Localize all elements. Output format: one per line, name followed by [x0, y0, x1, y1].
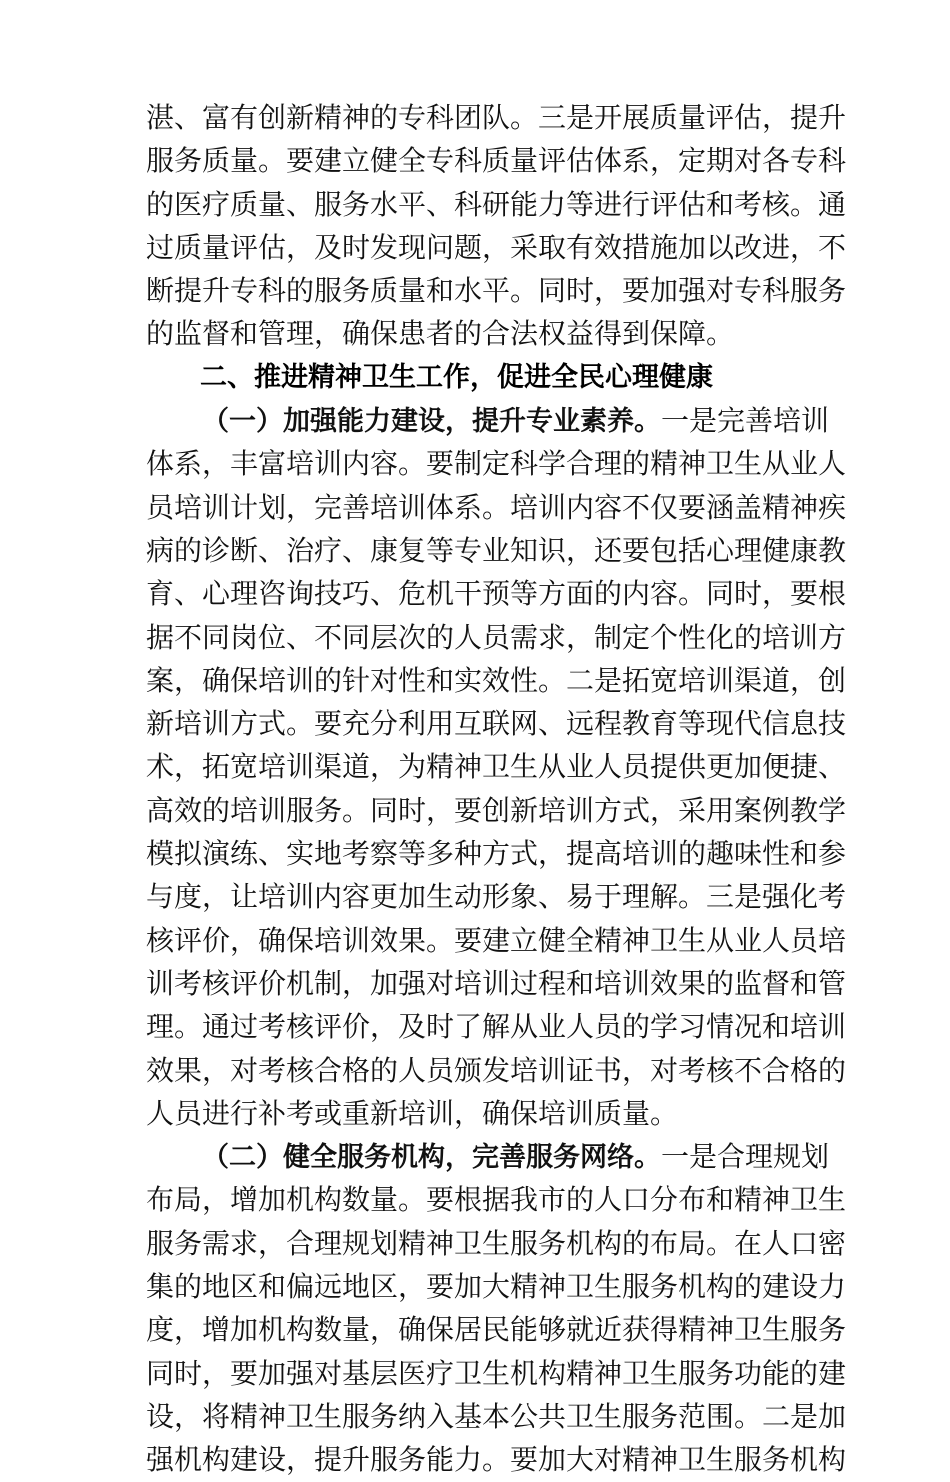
text-line: 度，增加机构数量，确保居民能够就近获得精神卫生服务: [146, 1313, 847, 1347]
paragraph-quality-assessment: [146, 96, 847, 356]
text-line: 强机构建设，提升服务能力。要加大对精神卫生服务机构: [146, 1443, 847, 1477]
text-line: 体系，丰富培训内容。要制定科学合理的精神卫生从业人: [146, 447, 847, 481]
text-line: 效果，对考核合格的人员颁发培训证书，对考核不合格的: [146, 1053, 847, 1087]
text-line: 理。通过考核评价，及时了解从业人员的学习情况和培训: [146, 1010, 847, 1044]
text-line: 训考核评价机制，加强对培训过程和培训效果的监督和管: [146, 966, 847, 1000]
text-span: 一是合理规划: [661, 1140, 830, 1174]
subsection-heading: （一）加强能力建设，提升专业素养。: [202, 406, 661, 438]
text-line: 的监督和管理，确保患者的合法权益得到保障。: [146, 317, 735, 351]
subsection-heading: （二）健全服务机构，完善服务网络。: [202, 1142, 661, 1174]
text-line: 核评价，确保培训效果。要建立健全精神卫生从业人员培: [146, 923, 847, 957]
text-line: 湛、富有创新精神的专科团队。三是开展质量评估，提升: [146, 101, 847, 134]
text-line: 育、心理咨询技巧、危机干预等方面的内容。同时，要根: [146, 577, 847, 611]
text-span: 一是完善培训: [661, 404, 830, 438]
text-line: 集的地区和偏远地区，要加大精神卫生服务机构的建设力: [146, 1270, 847, 1304]
text-line: 新培训方式。要充分利用互联网、远程教育等现代信息技: [146, 707, 847, 741]
text-line: 同时，要加强对基层医疗卫生机构精神卫生服务功能的建: [146, 1356, 847, 1390]
text-line: 员培训计划，完善培训体系。培训内容不仅要涵盖精神疾: [146, 490, 847, 524]
text-line: 据不同岗位、不同层次的人员需求，制定个性化的培训方: [146, 620, 847, 654]
text-line: 高效的培训服务。同时，要创新培训方式，采用案例教学: [146, 793, 847, 827]
text-line: 服务质量。要建立健全专科质量评估体系，定期对各专科: [146, 144, 847, 178]
section-heading: 二、推进精神卫生工作，促进全民心理健康: [200, 361, 713, 393]
subsection-first-line: [146, 399, 830, 442]
text-line: 术，拓宽培训渠道，为精神卫生从业人员提供更加便捷、: [146, 750, 847, 784]
subsection-first-line: [146, 1135, 830, 1178]
text-line: 案，确保培训的针对性和实效性。二是拓宽培训渠道，创: [146, 663, 847, 697]
text-line: 过质量评估，及时发现问题，采取有效措施加以改进，不: [146, 230, 847, 264]
text-line: 模拟演练、实地考察等多种方式，提高培训的趣味性和参: [146, 837, 847, 871]
text-line: 的医疗质量、服务水平、科研能力等进行评估和考核。通: [146, 187, 847, 221]
text-line: 服务需求，合理规划精神卫生服务机构的布局。在人口密: [146, 1226, 847, 1260]
text-line: 设，将精神卫生服务纳入基本公共卫生服务范围。二是加: [146, 1399, 847, 1433]
text-line: 病的诊断、治疗、康复等专业知识，还要包括心理健康教: [146, 533, 847, 567]
text-line: 布局，增加机构数量。要根据我市的人口分布和精神卫生: [146, 1183, 847, 1217]
text-line: 断提升专科的服务质量和水平。同时，要加强对专科服务: [146, 274, 847, 308]
paragraph-capacity-building: [146, 399, 847, 1135]
text-line: 人员进行补考或重新培训，确保培训质量。: [146, 1096, 679, 1130]
paragraph-service-network: [146, 1135, 847, 1481]
document-page: [146, 96, 847, 1482]
text-line: 与度，让培训内容更加生动形象、易于理解。三是强化考: [146, 880, 847, 914]
